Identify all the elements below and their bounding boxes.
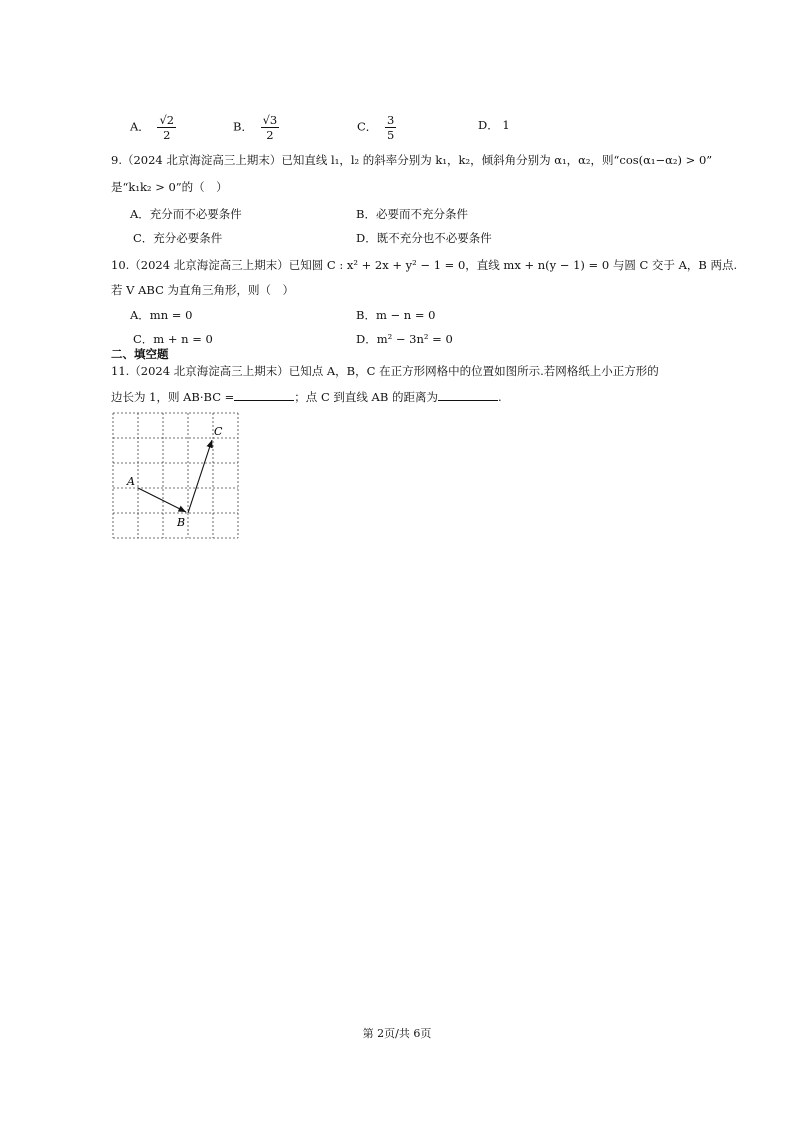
q11-text-part1: 边长为 1，则 AB·BC = [111,390,235,404]
option-label: C． [357,119,378,134]
q11-stem-line1: 11.（2024 北京海淀高三上期末）已知点 A，B，C 在正方形网格中的位置如图所示.若网格纸上小正方形的 [111,364,659,378]
answer-blank-1 [234,388,294,401]
q9-option-c: C．充分必要条件 [133,231,223,245]
grid-figure [110,410,240,540]
q9-stem-line1: 9.（2024 北京海淀高三上期末）已知直线 l₁，l₂ 的斜率分别为 k₁，k₂，倾斜角分别为 α₁，α₂，则“cos(α₁−α₂) > 0” [111,153,713,167]
q8-option-d [478,117,510,133]
section-heading: 二、填空题 [111,347,169,361]
option-label: A． [130,119,150,134]
option-label: B． [233,119,253,134]
q11-text-part3: . [497,390,502,404]
fraction [261,113,280,142]
fraction [385,113,396,142]
numerator: √2 [159,113,175,127]
vector-bc [188,440,212,513]
q11-stem-line2 [111,388,502,405]
vector-ab [138,488,186,512]
point-b-label: B [177,516,186,529]
option-label: D． [478,118,499,132]
point-a-label: A [127,475,135,488]
q10-option-c: C．m + n = 0 [133,332,213,346]
denominator: 5 [386,128,395,142]
answer-blank-2 [438,388,498,401]
q9-option-a: A．充分而不必要条件 [130,207,242,221]
q10-option-a: A．mn = 0 [130,308,193,322]
q8-option-c [357,113,396,142]
numerator: √3 [262,113,278,127]
q10-option-b: B．m − n = 0 [356,308,436,322]
q10-stem-line2: 若 V ABC 为直角三角形，则（ ） [111,283,295,297]
q9-option-d: D．既不充分也不必要条件 [356,231,492,245]
numerator: 3 [386,113,395,127]
fraction [157,113,176,142]
denominator: 2 [266,128,274,142]
denominator: 2 [163,128,171,142]
point-c-label: C [214,425,223,438]
q8-option-a [130,113,176,142]
q10-stem-line1: 10.（2024 北京海淀高三上期末）已知圆 C : x² + 2x + y² − 1 = 0，直线 mx + n(y − 1) = 0 与圆 C 交于 A，B 两点. [111,258,738,272]
q11-text-part2: ；点 C 到直线 AB 的距离为 [294,390,438,404]
q9-option-b: B．必要而不充分条件 [356,207,468,221]
q9-stem-line2: 是“k₁k₂ > 0”的（ ） [111,180,228,194]
page-footer: 第 2页/共 6页 [362,1027,432,1040]
q10-option-d: D．m² − 3n² = 0 [356,332,453,346]
q8-option-b [233,113,279,142]
option-value: 1 [502,118,510,132]
